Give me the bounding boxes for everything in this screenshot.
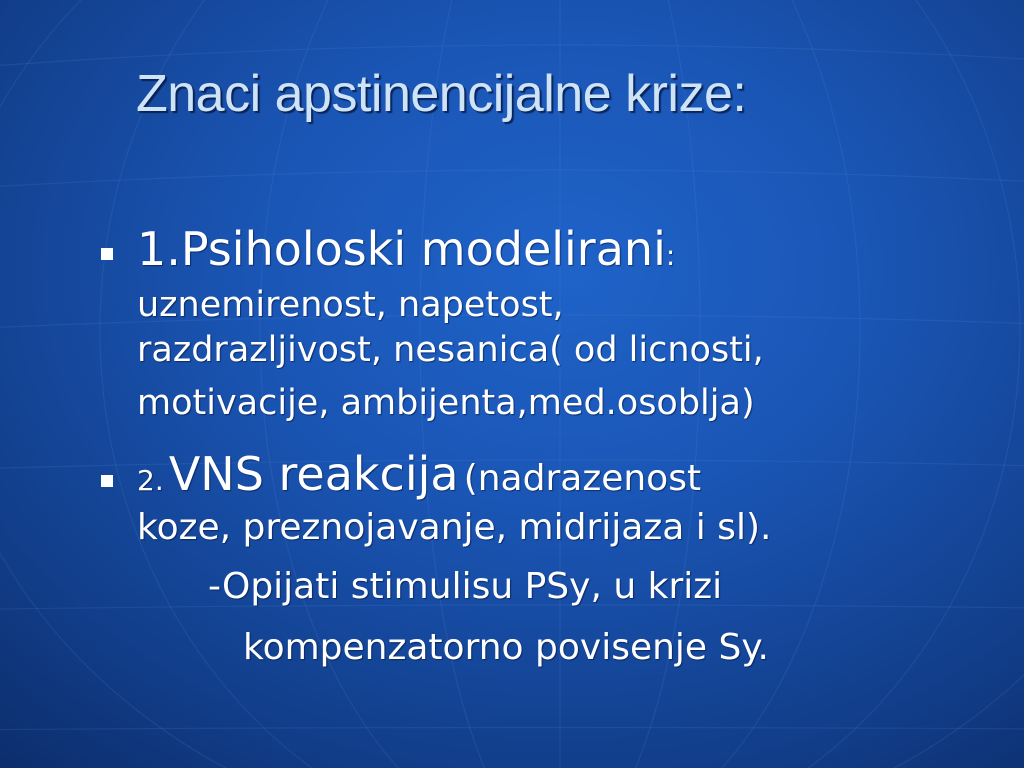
bullet1-heading: 1.Psiholoski modelirani: [137, 222, 666, 276]
bullet1-line-4: motivacije, ambijenta,med.osoblja): [137, 383, 755, 423]
bullet2-paren-text: (nadrazenost: [463, 458, 702, 499]
bullet1-line-3: razdrazljivost, nesanica( od licnosti,: [137, 330, 764, 370]
bullet2-heading: VNS reakcija: [168, 447, 459, 501]
bullet1-heading-line: [137, 217, 675, 292]
bullet-marker-2: [101, 475, 113, 487]
bullet2-number: 2.: [137, 464, 164, 497]
bullet2-line-2: koze, preznojavanje, midrijaza i sl).: [137, 507, 772, 548]
slide-title: Znaci apstinencijalne krize:: [136, 65, 747, 123]
bullet2-line-4: kompenzatorno povisenje Sy.: [243, 627, 769, 668]
bullet2-line-3: -Opijati stimulisu PSy, u krizi: [208, 566, 723, 607]
bullet1-colon: :: [665, 239, 676, 272]
bullet-marker-1: [101, 248, 113, 260]
bullet1-line-2: uznemirenost, napetost,: [137, 285, 564, 325]
